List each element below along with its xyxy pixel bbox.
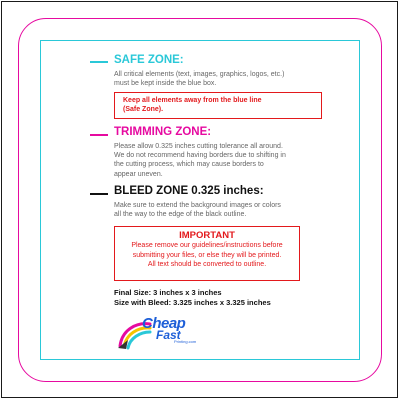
company-logo bbox=[114, 315, 204, 350]
bleed-zone-marker bbox=[90, 193, 108, 195]
safe-zone-warning-line: (Safe Zone). bbox=[123, 106, 164, 113]
logo-word-fast: Fast bbox=[156, 328, 181, 342]
trimming-zone-marker bbox=[90, 134, 108, 136]
important-line: submitting your files, or else they will be printed. bbox=[132, 251, 282, 259]
bleed-zone-description bbox=[114, 201, 354, 219]
safe-zone-description bbox=[114, 70, 354, 88]
safe-zone-line: All critical elements (text, images, graphics, logos, etc.) bbox=[114, 71, 285, 78]
trimming-zone-description bbox=[114, 142, 354, 179]
bleed-zone-line: Make sure to extend the background images or colors bbox=[114, 202, 281, 209]
bleed-size-line: Size with Bleed: 3.325 inches x 3.325 inches bbox=[114, 298, 271, 307]
important-line: Please remove our guidelines/instructions before bbox=[131, 242, 283, 249]
safe-zone-heading: SAFE ZONE: bbox=[114, 54, 184, 66]
final-size-line: Final Size: 3 inches x 3 inches bbox=[114, 288, 222, 297]
safe-zone-line: must be kept inside the blue box. bbox=[114, 80, 217, 88]
important-notice-box bbox=[114, 226, 300, 281]
logo-word-cheap: Cheap bbox=[142, 315, 186, 332]
bleed-zone-line: all the way to the edge of the black outline. bbox=[114, 211, 247, 219]
final-size-info bbox=[114, 288, 271, 308]
safe-zone-warning-line: Keep all elements away from the blue line bbox=[123, 97, 262, 104]
important-title: IMPORTANT bbox=[179, 230, 235, 241]
safe-zone-marker bbox=[90, 61, 108, 63]
trimming-zone-line: Please allow 0.325 inches cutting tolerance all around. bbox=[114, 143, 283, 150]
trimming-zone-line: the cutting process, which may cause borders to bbox=[114, 161, 264, 169]
logo-word-printing: Printing.com bbox=[174, 339, 197, 344]
trimming-zone-line: We do not recommend having borders due to shifting in bbox=[114, 152, 286, 160]
trimming-zone-heading: TRIMMING ZONE: bbox=[114, 126, 212, 138]
important-line: All text should be converted to outline. bbox=[147, 261, 267, 268]
safe-zone-warning-box bbox=[114, 92, 322, 119]
bleed-zone-heading: BLEED ZONE 0.325 inches: bbox=[114, 185, 264, 197]
trimming-zone-line: appear uneven. bbox=[114, 170, 163, 178]
